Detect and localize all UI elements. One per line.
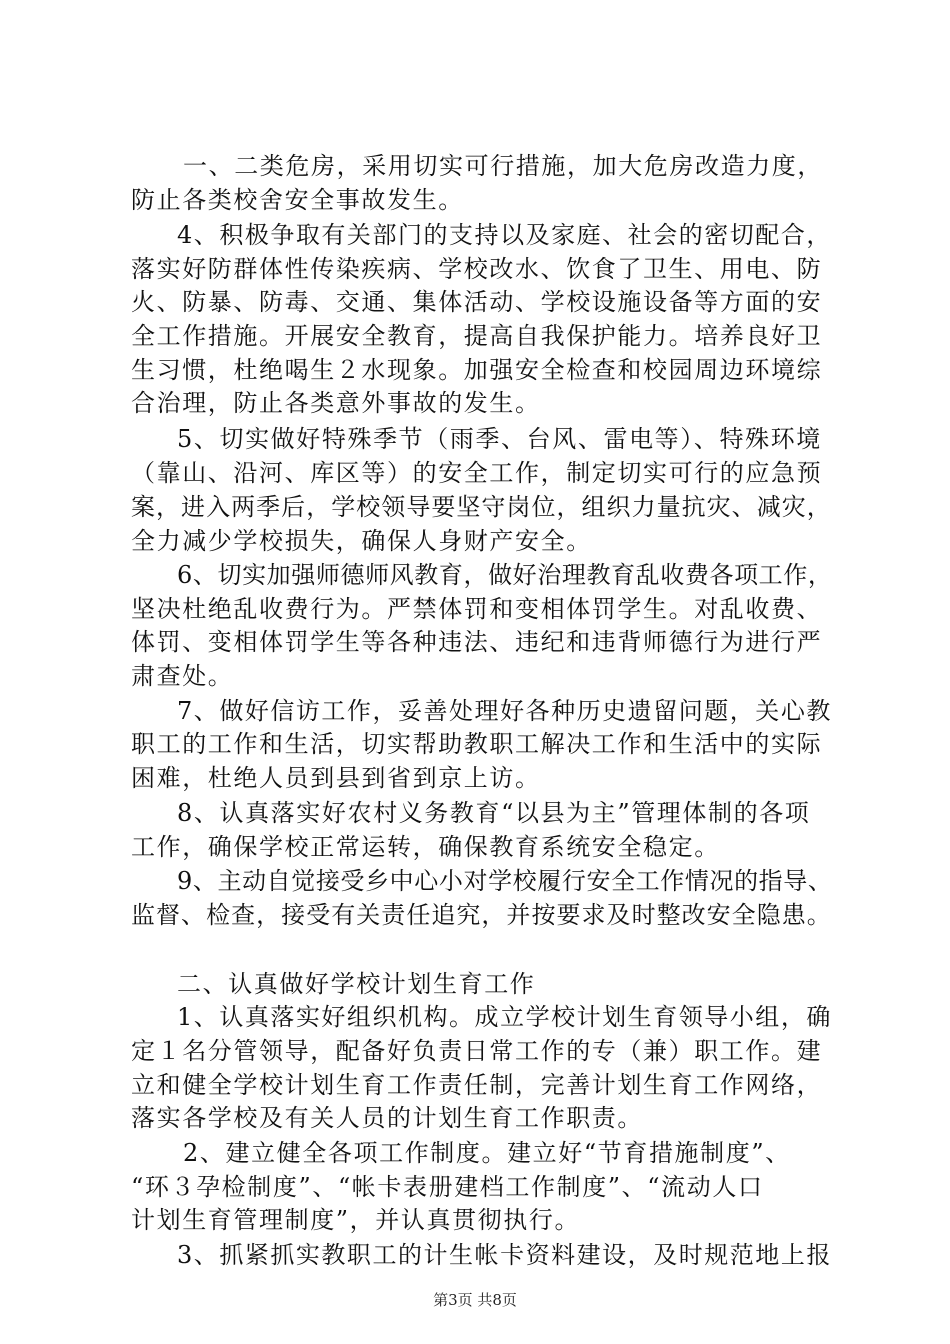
text-line: 防止各类校舍安全事故发生。 — [131, 186, 464, 214]
text-line: 5、切实做好特殊季节（雨季、台风、雷电等）、特殊环境 — [177, 425, 822, 453]
text-line: 生习惯，杜绝喝生２水现象。加强安全检查和校园周边环境综 — [131, 356, 823, 384]
text-line: 火、防暴、防毒、交通、集体活动、学校设施设备等方面的安 — [131, 288, 823, 316]
text-line: 全工作措施。开展安全教育，提高自我保护能力。培养良好卫 — [131, 322, 823, 350]
text-line: 监督、检查，接受有关责任追究，并按要求及时整改安全隐患。 — [131, 901, 832, 929]
text-line: （靠山、沿河、库区等）的安全工作，制定切实可行的应急预 — [131, 459, 823, 487]
text-line: 一、二类危房，采用切实可行措施，加大危房改造力度， — [183, 152, 823, 180]
text-line: “环３孕检制度”、“帐卡表册建档工作制度”、“流动人口 — [131, 1173, 764, 1201]
text-line: 困难，杜绝人员到县到省到京上访。 — [131, 764, 541, 792]
text-line: 1、认真落实好组织机构。成立学校计划生育领导小组，确 — [177, 1003, 832, 1031]
page-footer: 第3页 共8页 — [433, 1291, 517, 1309]
text-line: 二、认真做好学校计划生育工作 — [177, 970, 536, 998]
text-line: 肃查处。 — [131, 662, 234, 690]
text-line: 定１名分管领导，配备好负责日常工作的专（兼）职工作。建 — [131, 1037, 823, 1065]
text-line: 立和健全学校计划生育工作责任制，完善计划生育工作网络， — [131, 1071, 823, 1099]
text-line: 8、认真落实好农村义务教育“以县为主”管理体制的各项 — [177, 799, 811, 827]
text-line: 体罚、变相体罚学生等各种违法、违纪和违背师德行为进行严 — [131, 628, 823, 656]
text-line: 案，进入两季后，学校领导要坚守岗位，组织力量抗灾、减灾， — [131, 493, 832, 521]
text-line: 2、建立健全各项工作制度。建立好“节育措施制度”、 — [183, 1139, 791, 1167]
text-line: 落实各学校及有关人员的计划生育工作职责。 — [131, 1104, 643, 1132]
text-line: 6、切实加强师德师风教育，做好治理教育乱收费各项工作， — [177, 561, 833, 589]
text-line: 职工的工作和生活，切实帮助教职工解决工作和生活中的实际 — [131, 730, 823, 758]
text-line: 工作，确保学校正常运转，确保教育系统安全稳定。 — [131, 833, 720, 861]
text-line: 3、抓紧抓实教职工的计生帐卡资料建设，及时规范地上报 — [177, 1241, 832, 1269]
text-line: 4、积极争取有关部门的支持以及家庭、社会的密切配合， — [177, 221, 832, 249]
text-line: 7、做好信访工作，妥善处理好各种历史遗留问题，关心教 — [177, 697, 832, 725]
text-line: 落实好防群体性传染疾病、学校改水、饮食了卫生、用电、防 — [131, 255, 823, 283]
text-line: 计划生育管理制度”，并认真贯彻执行。 — [131, 1206, 581, 1234]
text-line: 9、主动自觉接受乡中心小对学校履行安全工作情况的指导、 — [177, 867, 833, 895]
text-line: 坚决杜绝乱收费行为。严禁体罚和变相体罚学生。对乱收费、 — [131, 595, 823, 623]
text-line: 合治理，防止各类意外事故的发生。 — [131, 389, 541, 417]
text-line: 全力减少学校损失，确保人身财产安全。 — [131, 527, 592, 555]
